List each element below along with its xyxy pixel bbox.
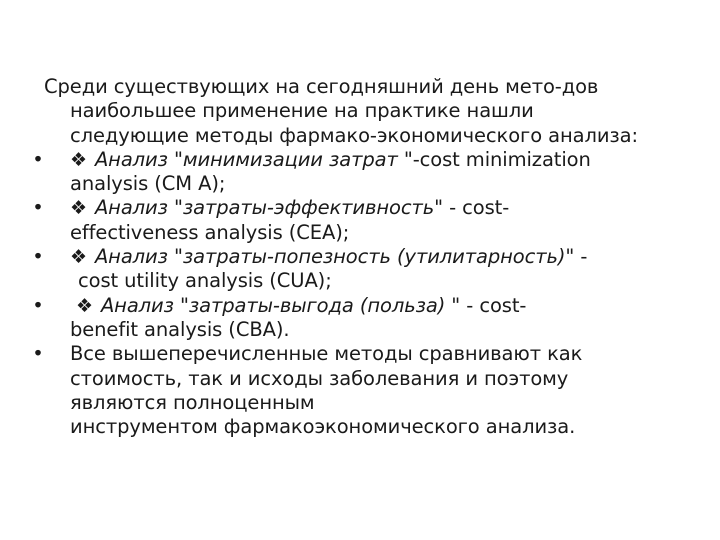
item-text: "-cost minimization — [397, 147, 591, 171]
bullet-dot: • — [32, 293, 44, 317]
item-italic-text: Анализ "минимизации затрат — [94, 147, 398, 171]
item-line-2: cost utility analysis (CUA); — [78, 269, 332, 293]
diamond-bullet-icon: ❖ — [70, 197, 87, 220]
item-line-2: benefit analysis (CBA). — [70, 317, 290, 341]
item-italic-text: Анализ "затраты-выгода (польза) " — [100, 293, 461, 317]
bullet-dot: • — [32, 147, 44, 171]
item-italic-text: Анализ "затраты-эффективность" — [94, 196, 444, 220]
slide-body — [32, 75, 694, 439]
item-line-2: effectiveness analysis (CEA); — [70, 220, 350, 244]
item-line-2: analysis (CM A); — [70, 172, 226, 196]
list-item-cea — [32, 196, 694, 245]
list-item-cua — [32, 245, 694, 294]
list-item-cma — [32, 147, 694, 197]
diamond-bullet-icon: ❖ — [70, 148, 87, 171]
diamond-bullet-icon: ❖ — [76, 294, 93, 317]
item-italic-text: Анализ "затраты-попезность (утилитарность)" — [94, 245, 575, 269]
diamond-bullet-icon: ❖ — [70, 246, 87, 269]
summary-line-4: инструментом фармакоэкономического анализа. — [70, 415, 576, 439]
intro-line-1: Среди существующих на сегодняшний день мето-дов — [44, 75, 599, 98]
intro-line-3: следующие методы фармако-экономического анализа: — [70, 123, 639, 147]
bullet-dot: • — [32, 196, 44, 220]
intro-line-2: наибольшее применение на практике нашли — [70, 99, 534, 123]
list-item-cba — [32, 293, 694, 343]
list-item-summary — [32, 342, 694, 439]
item-text: - — [574, 245, 588, 269]
summary-line-3: являются полноценным — [70, 390, 315, 414]
intro-paragraph — [44, 75, 694, 148]
summary-line-1: Все вышеперечисленные методы сравнивают как — [70, 342, 583, 366]
summary-line-2: стоимость, так и исходы заболевания и поэтому — [70, 366, 569, 390]
bullet-dot: • — [32, 342, 44, 366]
bullet-dot: • — [32, 245, 44, 269]
item-text: - cost- — [460, 293, 527, 317]
item-text: - cost- — [443, 196, 510, 220]
